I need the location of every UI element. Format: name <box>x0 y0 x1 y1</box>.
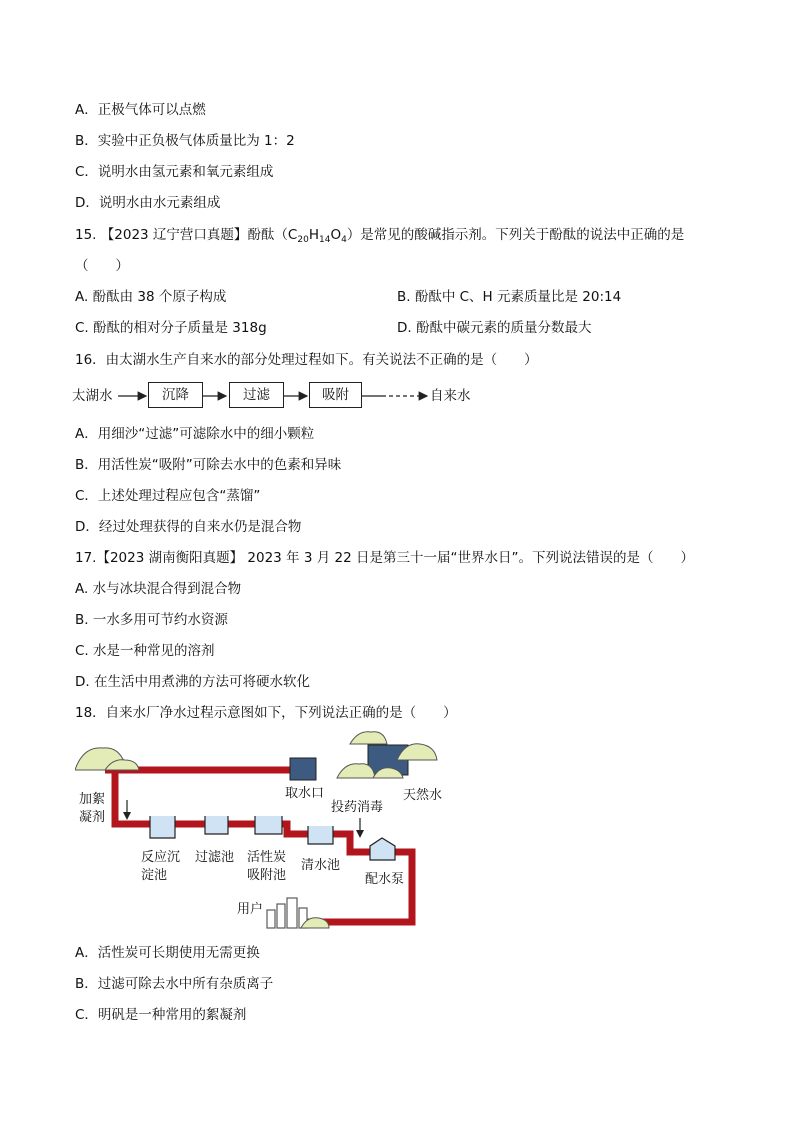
user-buildings <box>267 898 307 928</box>
label-clear-tank: 清水池 <box>301 858 341 873</box>
pipe-network <box>105 770 412 922</box>
q17-stem: 17.【2023 湖南衡阳真题】 2023 年 3 月 22 日是第三十一届“世界水日”。下列说法错误的是（ ） <box>75 550 694 566</box>
label-reaction-tank-2: 淀池 <box>141 868 168 883</box>
q15-option-c: C. 酚酞的相对分子质量是 318g <box>75 320 267 336</box>
flow-step-adsorb: 吸附 <box>309 382 362 408</box>
q15-stem <box>75 225 684 245</box>
reaction-tank <box>150 816 175 838</box>
q14-option-c: C．说明水由氢元素和氧元素组成 <box>75 164 274 180</box>
q16-option-d: D．经过处理获得的自来水仍是混合物 <box>75 519 302 535</box>
flow-step-filter: 过滤 <box>229 382 284 408</box>
q14-option-b: B．实验中正负极气体质量比为 1：2 <box>75 133 295 149</box>
label-carbon-tank-1: 活性炭 <box>247 850 287 865</box>
label-coagulant-1: 加絮 <box>79 792 106 807</box>
q16-stem: 16．由太湖水生产自来水的部分处理过程如下。有关说法不正确的是（ ） <box>75 352 538 368</box>
q15-formula-c: 20 <box>297 235 309 245</box>
q15-option-d: D. 酚酞中碳元素的质量分数最大 <box>397 320 592 336</box>
label-natural-water: 天然水 <box>403 788 443 803</box>
q15-stem-after: ）是常见的酸碱指示剂。下列关于酚酞的说法中正确的是 <box>346 227 685 243</box>
q15-formula-o: 4 <box>341 235 347 245</box>
tanks <box>150 816 333 844</box>
q16-option-b: B．用活性炭“吸附”可除去水中的色素和异味 <box>75 457 342 473</box>
q15-option-a: A. 酚酞由 38 个原子构成 <box>75 289 227 305</box>
label-intake: 取水口 <box>285 786 325 801</box>
q14-option-d: D．说明水由水元素组成 <box>75 195 221 211</box>
label-pump: 配水泵 <box>365 872 405 887</box>
label-reaction-tank-1: 反应沉 <box>141 850 181 865</box>
q15-blank: （ ） <box>75 258 129 274</box>
flow-start: 太湖水 <box>72 388 113 404</box>
label-coagulant-2: 凝剂 <box>79 810 106 825</box>
q16-option-c: C．上述处理过程应包含“蒸馏” <box>75 488 261 504</box>
q16-option-a: A．用细沙“过滤”可滤除水中的细小颗粒 <box>75 426 315 442</box>
q15-formula-o-prefix: O <box>330 227 342 243</box>
q18-stem: 18．自来水厂净水过程示意图如下，下列说法正确的是（ ） <box>75 705 457 721</box>
q15-source: 【2023 辽宁营口真题】 <box>100 227 248 243</box>
water-plant-drawing <box>75 730 455 935</box>
label-disinfect: 投药消毒 <box>331 800 384 815</box>
hill-right-3 <box>337 764 375 778</box>
pump-house <box>370 838 395 860</box>
filter-tank <box>205 816 228 834</box>
q15-option-b: B. 酚酞中 C、H 元素质量比是 20:14 <box>397 289 622 305</box>
q15-formula-h: 14 <box>318 235 331 245</box>
q15-stem-before: 酚酞（C <box>247 227 298 243</box>
clear-tank <box>308 826 333 844</box>
q18-option-c: C．明矾是一种常用的絮凝剂 <box>75 1007 247 1023</box>
flow-step-settle: 沉降 <box>148 382 203 408</box>
label-carbon-tank-2: 吸附池 <box>247 868 287 883</box>
q15-formula-h-prefix: H <box>308 227 319 243</box>
hill-right-1 <box>350 732 387 744</box>
q16-flow-diagram <box>72 382 572 410</box>
q18-option-b: B．过滤可除去水中所有杂质离子 <box>75 976 274 992</box>
intake-box <box>290 758 316 780</box>
water-plant-diagram <box>75 730 455 935</box>
label-filter-tank: 过滤池 <box>195 850 235 865</box>
q17-option-b: B. 一水多用可节约水资源 <box>75 612 228 628</box>
q18-option-a: A．活性炭可长期使用无需更换 <box>75 945 260 961</box>
q14-option-a: A．正极气体可以点燃 <box>75 102 206 118</box>
flow-end: 自来水 <box>430 388 471 404</box>
carbon-tank <box>255 816 282 834</box>
q15-number: 15. <box>75 227 97 243</box>
label-user: 用户 <box>237 902 264 917</box>
q17-option-a: A. 水与冰块混合得到混合物 <box>75 581 242 597</box>
q17-option-c: C. 水是一种常见的溶剂 <box>75 643 215 659</box>
q17-option-d: D. 在生活中用煮沸的方法可将硬水软化 <box>75 674 310 690</box>
